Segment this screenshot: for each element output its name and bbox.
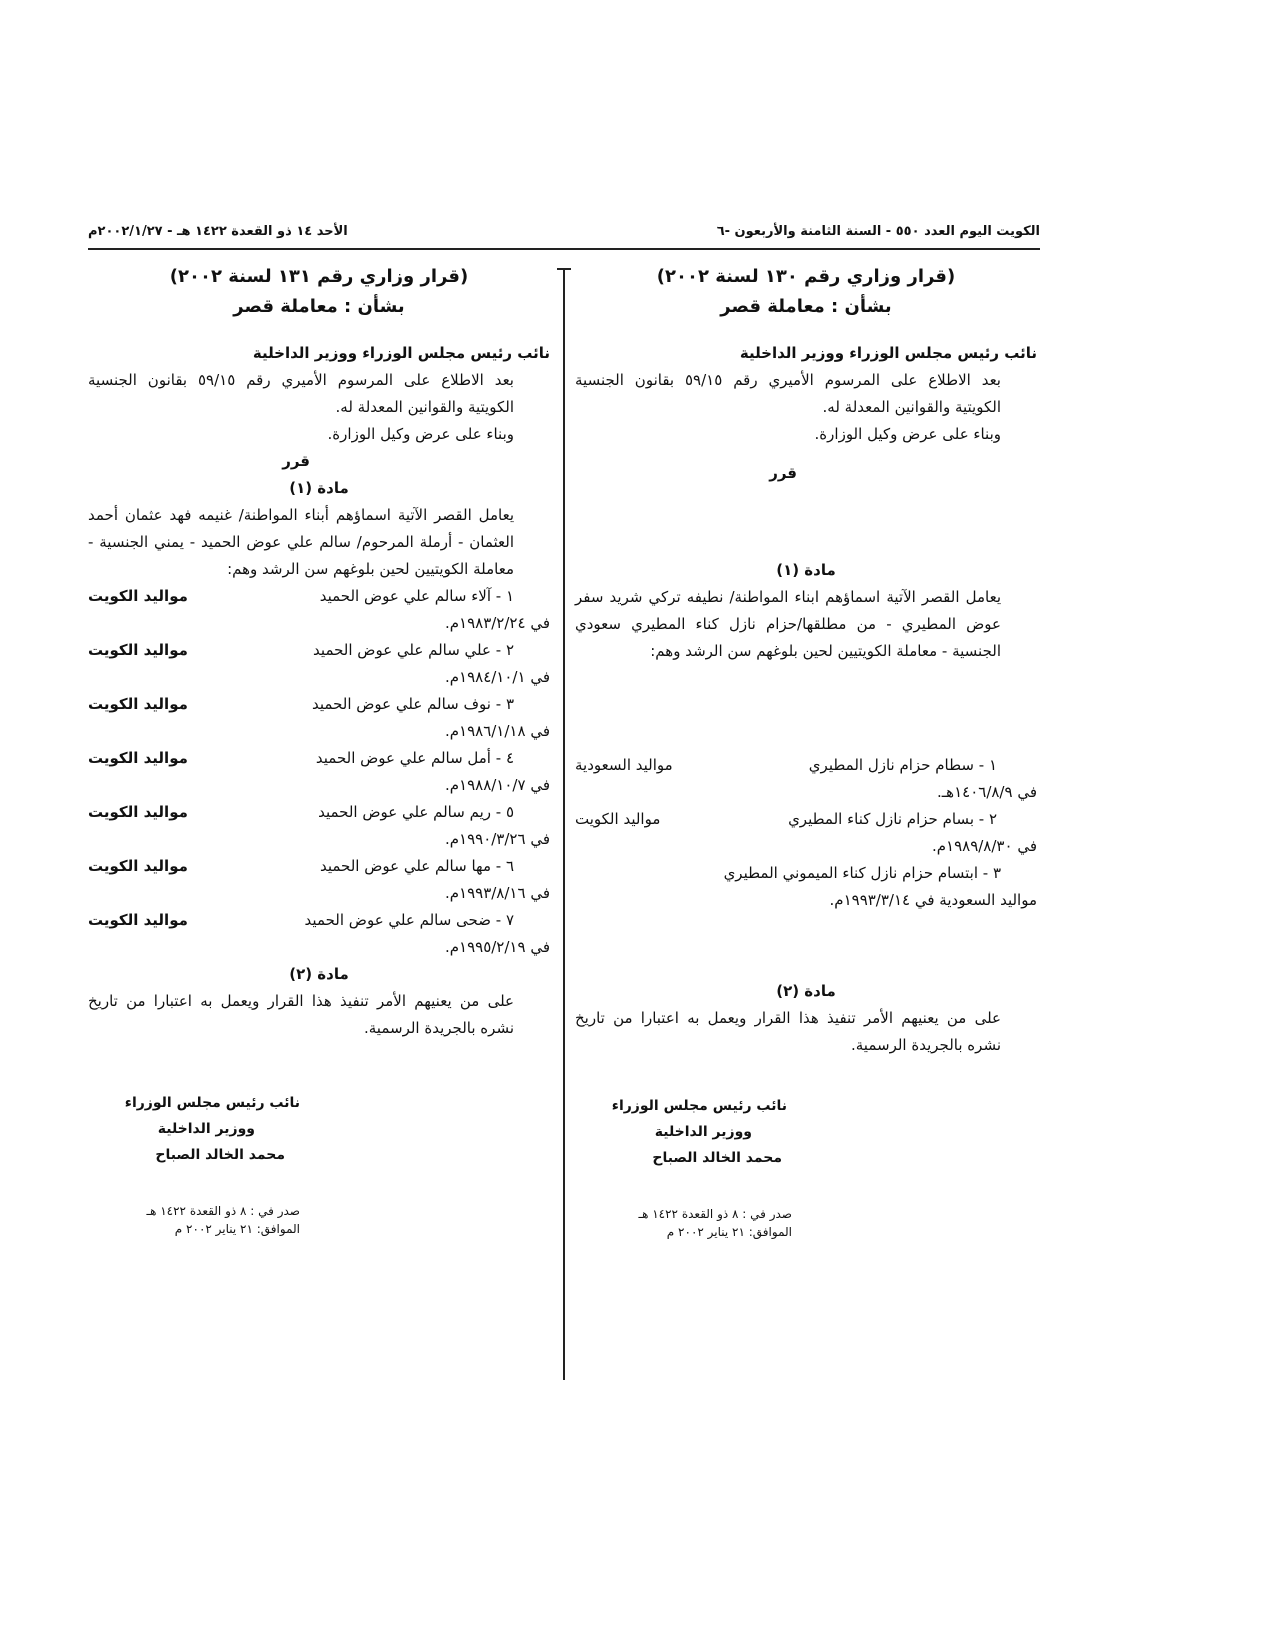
header-issue-info: الكويت اليوم العدد ٥٥٠ - السنة الثامنة والأربعون -٦	[716, 224, 1040, 239]
article-2-text: على من يعنيهم الأمر تنفيذ هذا القرار ويعمل به اعتبارا من تاريخ نشره بالجريدة الرسمية.	[88, 992, 514, 1037]
signature-role: ووزير الداخلية	[654, 1124, 752, 1140]
decision-131	[88, 262, 550, 1238]
article-1-text: يعامل القصر الآتية اسماؤهم ابناء المواطنة/ نطيفه تركي شريد سفر عوض المطيري - من مطلقها/حزام نازل كناء المطيري سعودي الجنسية - معاملة الكويتيين لحين بلوغهم سن الرشد وهم:	[575, 588, 1001, 660]
article-1-label: مادة (١)	[776, 561, 836, 579]
decision-130	[575, 262, 1037, 1241]
child-birthplace: مواليد الكويت	[88, 803, 188, 821]
child-entry	[575, 752, 1037, 806]
issued-date-gregorian: الموافق: ٢١ يناير ٢٠٠٢ م	[174, 1222, 300, 1236]
child-birthplace: مواليد الكويت	[88, 587, 188, 605]
decision-subtitle: بشأن : معاملة قصر	[720, 296, 892, 317]
article-1-label: مادة (١)	[289, 479, 349, 497]
child-entry	[88, 745, 550, 799]
signature-title: نائب رئيس مجلس الوزراء	[611, 1098, 787, 1114]
child-birthdate: في ١٩٩٥/٢/١٩م.	[444, 938, 550, 956]
issued-date: صدر في : ٨ ذو القعدة ١٤٢٢ هـ	[146, 1204, 300, 1218]
child-name: ١ - سطام حزام نازل المطيري	[808, 756, 997, 774]
child-name: ٧ - ضحى سالم علي عوض الحميد	[304, 911, 514, 929]
header-date: الأحد ١٤ ذو القعدة ١٤٢٢ هـ - ٢٠٠٢/١/٢٧م	[88, 224, 348, 239]
child-birthdate: في ١٩٨٦/١/١٨م.	[444, 722, 550, 740]
article-2-label: مادة (٢)	[289, 965, 349, 983]
divider-tick	[557, 268, 571, 270]
child-birthplace: مواليد الكويت	[88, 641, 188, 659]
child-entry	[575, 806, 1037, 860]
child-entry	[88, 691, 550, 745]
child-birthdate: في ١٩٨٤/١٠/١م.	[444, 668, 550, 686]
child-birthplace: مواليد الكويت	[88, 695, 188, 713]
child-birthdate: في ١٩٨٩/٨/٣٠م.	[931, 837, 1037, 855]
child-name: ٣ - نوف سالم علي عوض الحميد	[312, 695, 514, 713]
article-2-text: على من يعنيهم الأمر تنفيذ هذا القرار ويعمل به اعتبارا من تاريخ نشره بالجريدة الرسمية.	[575, 1009, 1001, 1054]
decision-title: (قرار وزاري رقم ١٣٠ لسنة ٢٠٠٢)	[656, 266, 956, 287]
decided-word: قرر	[282, 452, 310, 470]
child-entry	[88, 637, 550, 691]
child-entry-3: ٣ - ابتسام حزام نازل كناء الميموني المطيري	[723, 864, 1001, 882]
signature-role: ووزير الداخلية	[157, 1121, 255, 1137]
child-name: ٥ - ريم سالم علي عوض الحميد	[318, 803, 514, 821]
preamble-text: بعد الاطلاع على المرسوم الأميري رقم ٥٩/١٥ بقانون الجنسية الكويتية والقوانين المعدلة له.	[88, 371, 514, 416]
child-birthdate: في ١٩٨٨/١٠/٧م.	[444, 776, 550, 794]
preamble-text-2: وبناء على عرض وكيل الوزارة.	[814, 425, 1001, 443]
article-2-label: مادة (٢)	[776, 982, 836, 1000]
child-entry	[88, 583, 550, 637]
child-name: ٢ - بسام حزام نازل كناء المطيري	[788, 810, 997, 828]
issuing-authority: نائب رئيس مجلس الوزراء ووزير الداخلية	[252, 344, 550, 362]
child-birthplace: مواليد الكويت	[88, 911, 188, 929]
child-name: ٤ - أمل سالم علي عوض الحميد	[315, 749, 514, 767]
child-birthplace: مواليد السعودية	[575, 756, 673, 774]
preamble-text-2: وبناء على عرض وكيل الوزارة.	[327, 425, 514, 443]
page-header	[88, 222, 1040, 250]
signature-name: محمد الخالد الصباح	[652, 1150, 782, 1166]
issuing-authority: نائب رئيس مجلس الوزراء ووزير الداخلية	[739, 344, 1037, 362]
preamble-text: بعد الاطلاع على المرسوم الأميري رقم ٥٩/١٥ بقانون الجنسية الكويتية والقوانين المعدلة له.	[575, 371, 1001, 416]
child-birthplace: مواليد الكويت	[575, 810, 661, 828]
issued-date-gregorian: الموافق: ٢١ يناير ٢٠٠٢ م	[666, 1225, 792, 1239]
child-birthdate: في ١٩٨٣/٢/٢٤م.	[444, 614, 550, 632]
child-entry	[88, 799, 550, 853]
child-name: ٦ - مها سالم علي عوض الحميد	[319, 857, 514, 875]
child-name: ١ - آلاء سالم علي عوض الحميد	[319, 587, 514, 605]
decision-subtitle: بشأن : معاملة قصر	[233, 296, 405, 317]
child-entry	[88, 853, 550, 907]
child-birthdate: في ١٤٠٦/٨/٩هـ.	[937, 783, 1037, 801]
issued-date: صدر في : ٨ ذو القعدة ١٤٢٢ هـ	[638, 1207, 792, 1221]
signature-title: نائب رئيس مجلس الوزراء	[124, 1095, 300, 1111]
child-entry-3-birth: مواليد السعودية في ١٩٩٣/٣/١٤م.	[829, 891, 1037, 909]
signature-name: محمد الخالد الصباح	[155, 1147, 285, 1163]
child-name: ٢ - علي سالم علي عوض الحميد	[313, 641, 514, 659]
column-divider	[563, 268, 565, 1380]
decided-word: قرر	[769, 464, 797, 482]
child-birthdate: في ١٩٩٠/٣/٢٦م.	[444, 830, 550, 848]
decision-title: (قرار وزاري رقم ١٣١ لسنة ٢٠٠٢)	[169, 266, 469, 287]
article-1-text: يعامل القصر الآتية اسماؤهم أبناء المواطنة/ غنيمه فهد عثمان أحمد العثمان - أرملة المرحوم/ سالم علي عوض الحميد - يمني الجنسية - معاملة الكويتيين لحين بلوغهم سن الرشد وهم:	[88, 506, 514, 578]
child-birthplace: مواليد الكويت	[88, 857, 188, 875]
child-entry	[88, 907, 550, 961]
child-birthdate: في ١٩٩٣/٨/١٦م.	[444, 884, 550, 902]
child-birthplace: مواليد الكويت	[88, 749, 188, 767]
